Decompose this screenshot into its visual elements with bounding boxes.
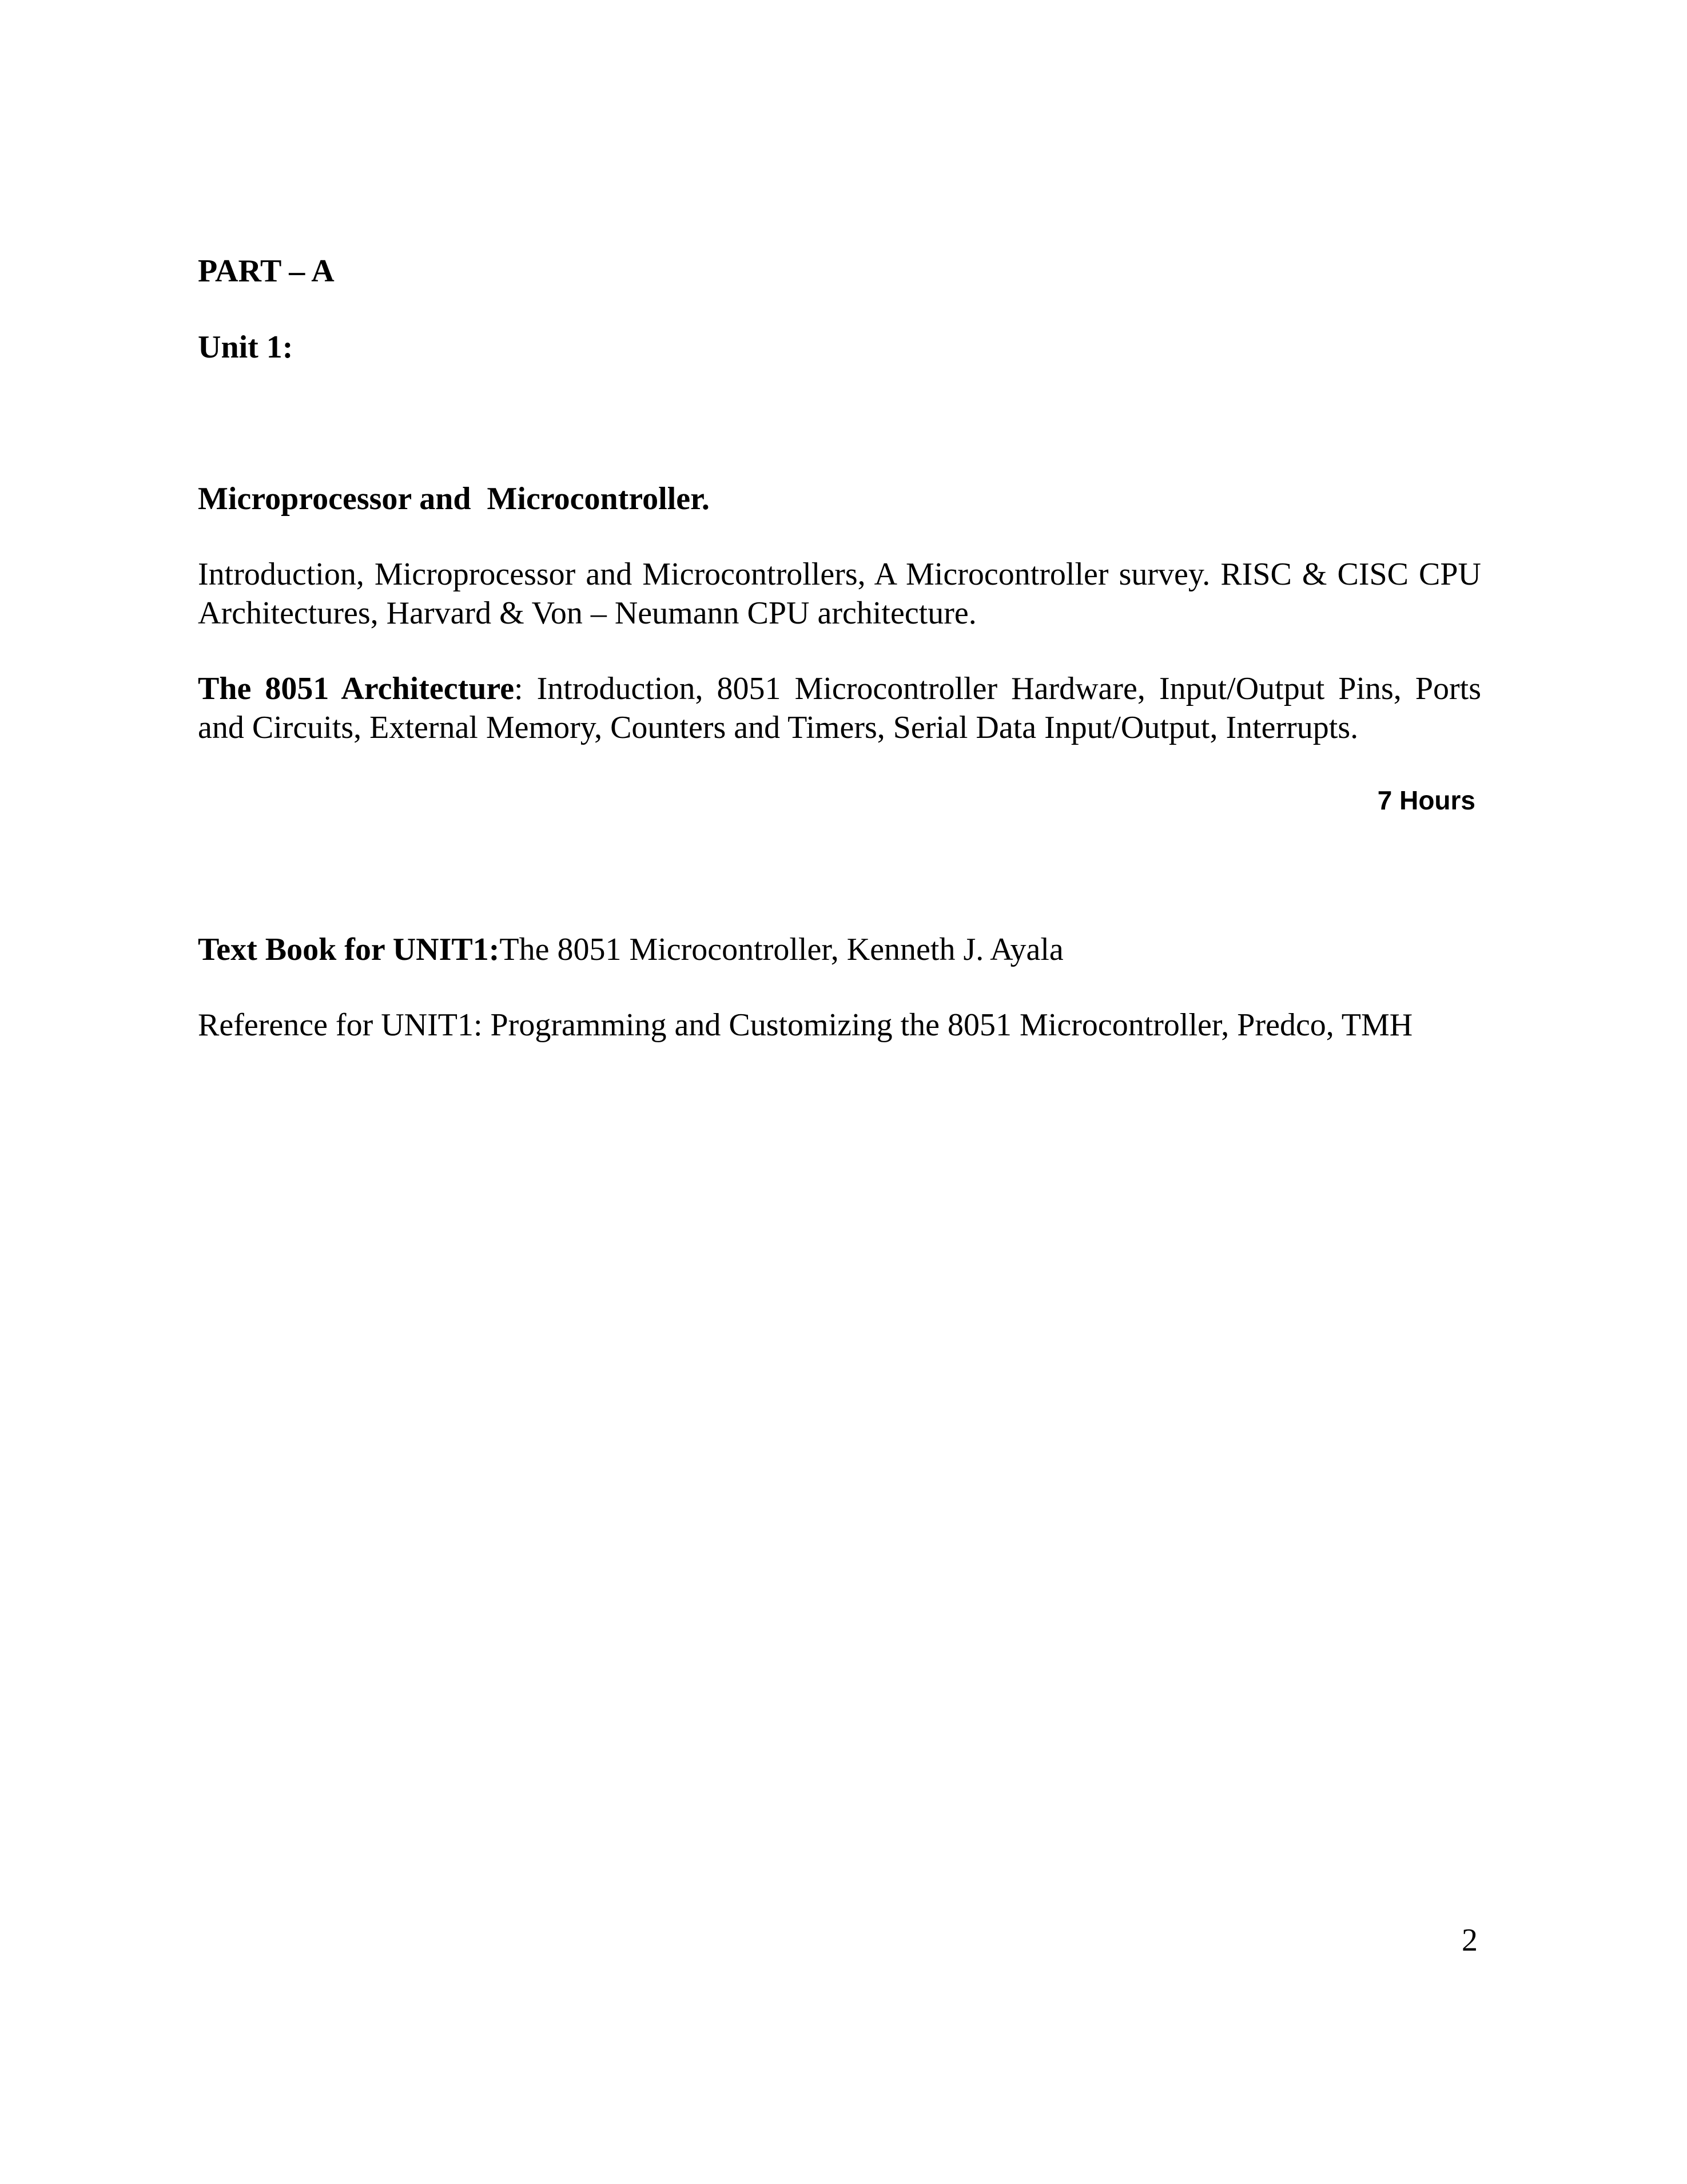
reference-line: Reference for UNIT1: Programming and Customizing the 8051 Microcontroller, Predco, TMH xyxy=(198,1007,1413,1043)
architecture-separator: : xyxy=(514,671,537,706)
text-book-title: The 8051 Microcontroller, Kenneth J. Ayala xyxy=(499,932,1064,967)
architecture-label: The 8051 Architecture xyxy=(198,671,515,706)
text-book-label: Text Book for UNIT1: xyxy=(198,932,500,967)
architecture-paragraph xyxy=(198,669,1481,747)
architecture-text: Introduction, 8051 Microcontroller Hardware, Input/Output Pins, Ports and Circuits, External Memory, Counters and Timers, Serial Data Input/Output, Interrupts. xyxy=(198,671,1481,745)
text-book-line xyxy=(198,930,1064,969)
unit-heading: Unit 1: xyxy=(198,329,293,365)
hours-label: 7 Hours xyxy=(1377,785,1475,815)
part-heading: PART – A xyxy=(198,253,335,289)
intro-paragraph: Introduction, Microprocessor and Microcontrollers, A Microcontroller survey. RISC & CISC CPU Architectures, Harvard & Von – Neumann CPU architecture. xyxy=(198,557,1481,631)
section-title: Microprocessor and Microcontroller. xyxy=(198,481,710,517)
page-number: 2 xyxy=(1462,1923,1478,1958)
